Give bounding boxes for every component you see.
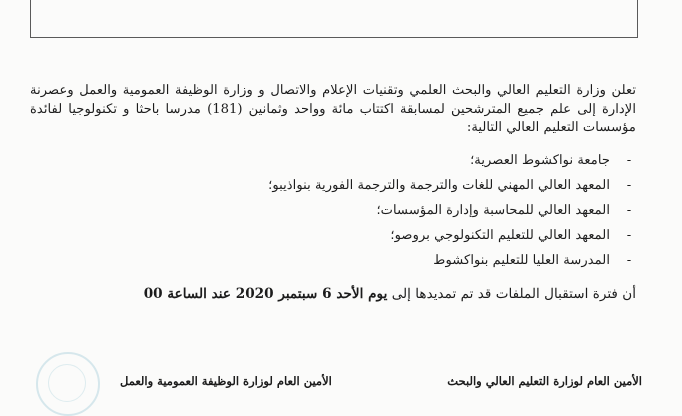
- institutions-list: [200, 148, 636, 273]
- deadline-sentence: [130, 284, 636, 304]
- bullet-dash: -: [626, 253, 632, 268]
- bullet-dash: -: [626, 203, 632, 218]
- deadline-date: يوم الأحد 6 سبتمبر 2020 عند الساعة 00: [143, 286, 388, 302]
- deadline-prefix: أن فترة استقبال الملفات قد تم تمديدها إلى: [391, 286, 636, 302]
- list-item: [200, 248, 636, 273]
- institution-label: المدرسة العليا للتعليم بنواكشوط: [433, 253, 610, 268]
- institution-label: المعهد العالي للمحاسبة وإدارة المؤسسات؛: [376, 203, 610, 218]
- list-item: [200, 223, 636, 248]
- institution-label: المعهد العالي للتعليم التكنولوجي بروصو؛: [390, 228, 610, 243]
- bullet-dash: -: [626, 153, 632, 168]
- list-item: [200, 198, 636, 223]
- signature-higher-education: الأمين العام لوزارة التعليم العالي والبحث: [447, 374, 642, 388]
- list-item: [200, 173, 636, 198]
- bullet-dash: -: [626, 178, 632, 193]
- announcement-paragraph: تعلن وزارة التعليم العالي والبحث العلمي وتقنيات الإعلام والاتصال و وزارة الوظيفة العمومية والعمل وعصرنة الإدارة إلى علم جميع المترشحين لمسابقة اكتتاب مائة وواحد وثمانين (181) مدرسا باحثا و تكنولوجيا لفائدة مؤسسات التعليم العالي التالية:: [30, 83, 636, 135]
- signature-public-service: الأمين العام لوزارة الوظيفة العمومية والعمل: [120, 374, 332, 388]
- stamp-seal-icon: [36, 352, 100, 416]
- header-frame: [30, 0, 638, 38]
- bullet-dash: -: [626, 228, 632, 243]
- institution-label: المعهد العالي المهني للغات والترجمة والترجمة الفورية بنواذيبو؛: [268, 178, 610, 193]
- list-item: [200, 148, 636, 173]
- institution-label: جامعة نواكشوط العصرية؛: [470, 153, 610, 168]
